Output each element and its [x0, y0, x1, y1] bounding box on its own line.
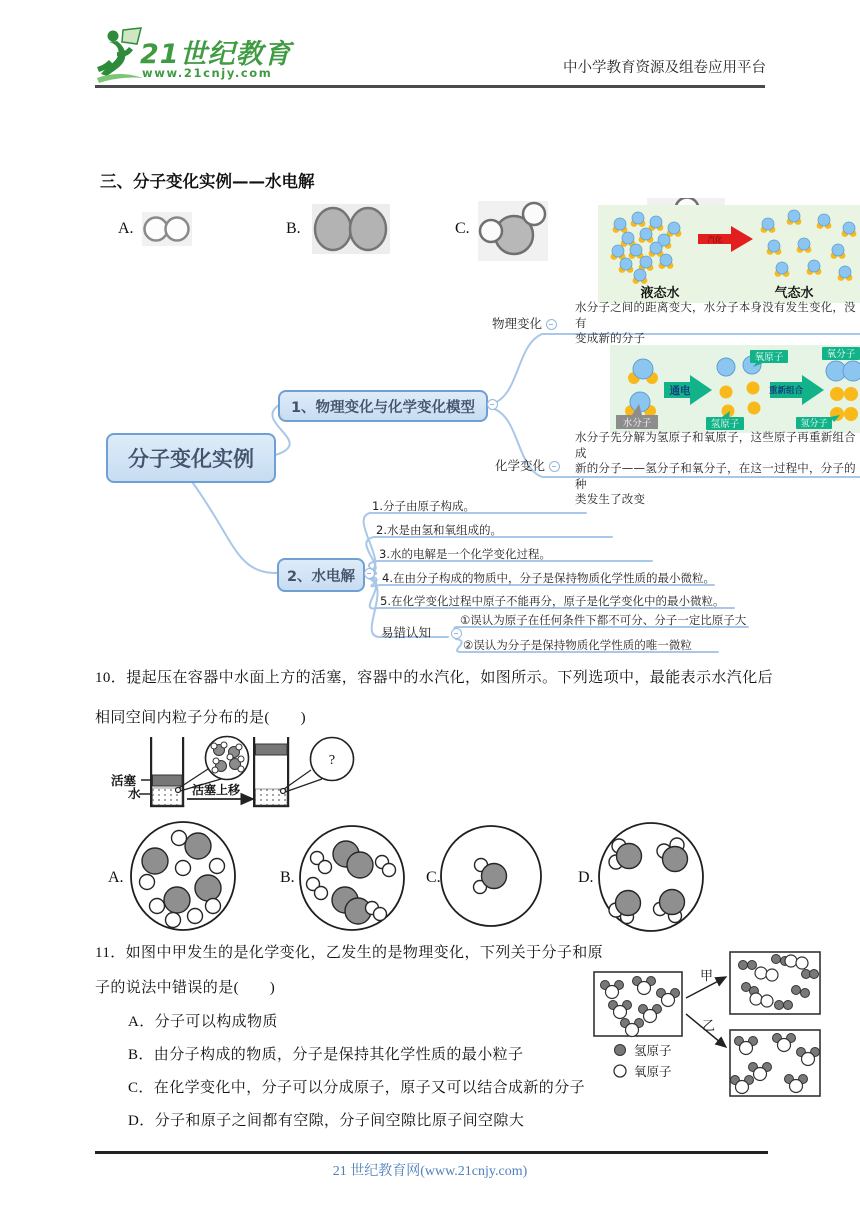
- mindmap-branch-electrolysis-node: 2、水电解: [277, 558, 365, 592]
- svg-text:氢分子: 氢分子: [800, 419, 828, 429]
- q11-figure: [588, 944, 860, 1106]
- point-4: 4.在由分子构成的物质中，分子是保持物质化学性质的最小微粒。: [382, 571, 715, 585]
- mindmap-branch-model-node: 1、物理变化与化学变化模型: [278, 390, 488, 422]
- svg-text:重新组合: 重新组合: [768, 386, 804, 396]
- collapse-marker-icon: [549, 461, 560, 472]
- svg-text:氧原子: 氧原子: [754, 352, 784, 363]
- logo-url: www.21cnjy.com: [142, 66, 273, 80]
- q10-figure: [103, 733, 368, 818]
- header: [0, 0, 860, 92]
- misconception-1: ①误认为原子在任何条件下都不可分、分子一定比原子大: [460, 613, 747, 627]
- misconception-label: 易错认知: [381, 625, 432, 640]
- svg-text:氧分子: 氧分子: [826, 349, 856, 360]
- left-container: [150, 737, 184, 807]
- oxygen-molecule-tag: [822, 347, 860, 360]
- magnifier-circle-right: [311, 738, 354, 781]
- point-1: 1.分子由原子构成。: [372, 499, 475, 513]
- logo-paper-shape: [122, 28, 141, 44]
- top-option-a-label: A.: [118, 220, 134, 237]
- header-divider: [95, 85, 765, 88]
- piston-label: 活塞: [111, 774, 137, 788]
- q10-option-d-label: D.: [578, 869, 594, 886]
- piston-bar: [256, 744, 288, 755]
- q11-option-a: A．分子可以构成物质: [128, 1014, 278, 1030]
- electrolysis-image: [610, 345, 860, 433]
- logo-runner-icon: [95, 26, 145, 86]
- svg-text:通电: 通电: [669, 385, 691, 397]
- jia-label: 甲: [700, 968, 714, 983]
- physical-change-label: 物理变化: [492, 316, 543, 331]
- point-5: 5.在化学变化过程中原子不能再分，原子是化学变化中的最小微粒。: [380, 594, 725, 608]
- section-title: 三、分子变化实例——水电解: [100, 172, 315, 191]
- q10-options: [92, 818, 772, 936]
- q11-source-box: [594, 972, 682, 1037]
- question-mark: ?: [328, 753, 336, 768]
- physical-change-text: 水分子之间的距离变大，水分子本身没有发生变化，没有 变成新的分子: [575, 300, 856, 345]
- top-option-b-molecule: [312, 204, 390, 254]
- q10-option-c-diagram: [441, 826, 541, 926]
- mindmap-root-node: 分子变化实例: [106, 433, 276, 483]
- logo-title: 21世纪教育: [140, 39, 292, 70]
- piston-bar: [153, 775, 183, 786]
- magnifier-circle-left: [206, 737, 249, 780]
- piston-up-label: 活塞上移: [192, 783, 241, 797]
- q11-option-d: D．分子和原子之间都有空隙，分子间空隙比原子间空隙大: [128, 1113, 525, 1129]
- collapse-marker-icon: [546, 319, 557, 330]
- svg-text:水分子: 水分子: [622, 418, 652, 429]
- q10-option-a-diagram: [131, 822, 235, 930]
- svg-text:汽化: 汽化: [707, 235, 723, 244]
- collapse-marker-icon: [451, 628, 462, 639]
- oxygen-atom-icon: [614, 1065, 626, 1077]
- legend-hydrogen-label: 氢原子: [634, 1044, 672, 1058]
- chemical-change-label: 化学变化: [495, 458, 546, 473]
- collapse-marker-icon: [487, 399, 498, 410]
- gas-water-label: 气态水: [774, 286, 814, 301]
- q11-line1: 11．如图中甲发生的是化学变化，乙发生的是物理变化，下列关于分子和原: [95, 945, 604, 961]
- yi-label: 乙: [702, 1018, 716, 1033]
- q10-option-b-diagram: [300, 826, 404, 930]
- footer-divider: [95, 1151, 768, 1154]
- oxygen-molecule-graphic: [826, 361, 860, 381]
- hydrogen-atom-icon: [615, 1045, 626, 1056]
- q11-legend: [614, 1044, 672, 1079]
- q11-line2: 子的说法中错误的是( ): [95, 980, 276, 996]
- collapse-marker-icon: [364, 568, 375, 579]
- platform-text: 中小学教育资源及组卷应用平台: [563, 60, 766, 76]
- misconception-2: ②误认为分子是保持物质化学性质的唯一微粒: [463, 638, 692, 652]
- top-option-a-molecule: [142, 212, 192, 246]
- point-3: 3.水的电解是一个化学变化过程。: [379, 547, 551, 561]
- right-container: [253, 737, 289, 807]
- q11-option-c: C．在化学变化中，分子可以分成原子，原子又可以结合成新的分子: [128, 1080, 586, 1096]
- q11-physical-result-box: [730, 1030, 820, 1096]
- q11-option-b: B．由分子构成的物质，分子是保持其化学性质的最小粒子: [128, 1047, 524, 1063]
- q10-option-a-label: A.: [108, 869, 124, 886]
- footer-site-link[interactable]: 21 世纪教育网(www.21cnjy.com): [332, 1164, 528, 1179]
- point-2: 2.水是由氢和氧组成的。: [376, 523, 502, 537]
- q10-option-b-label: B.: [280, 869, 295, 886]
- liquid-water-label: 液态水: [640, 286, 680, 301]
- top-option-c-molecule: [478, 201, 548, 261]
- chemical-change-text: 水分子先分解为氢原子和氧原子，这些原子再重新组合成 新的分子——氢分子和氧分子，在这一过程中，分子的种 类发生了改变: [575, 430, 856, 506]
- top-option-b-label: B.: [286, 220, 301, 237]
- q11-chemical-result-box: [730, 952, 820, 1014]
- q10-option-c-label: C.: [426, 869, 441, 886]
- top-option-c-label: C.: [455, 220, 470, 237]
- physical-change-image: [598, 205, 860, 303]
- water-label: 水: [128, 787, 141, 801]
- svg-text:氢原子: 氢原子: [710, 419, 740, 430]
- q10-line2: 相同空间内粒子分布的是( ): [95, 710, 306, 726]
- q10-line1: 10．提起压在容器中水面上方的活塞，容器中的水汽化，如图所示。下列选项中，最能表示水汽化后: [95, 670, 774, 686]
- legend-oxygen-label: 氧原子: [634, 1065, 672, 1079]
- q10-option-d-diagram: [599, 823, 703, 931]
